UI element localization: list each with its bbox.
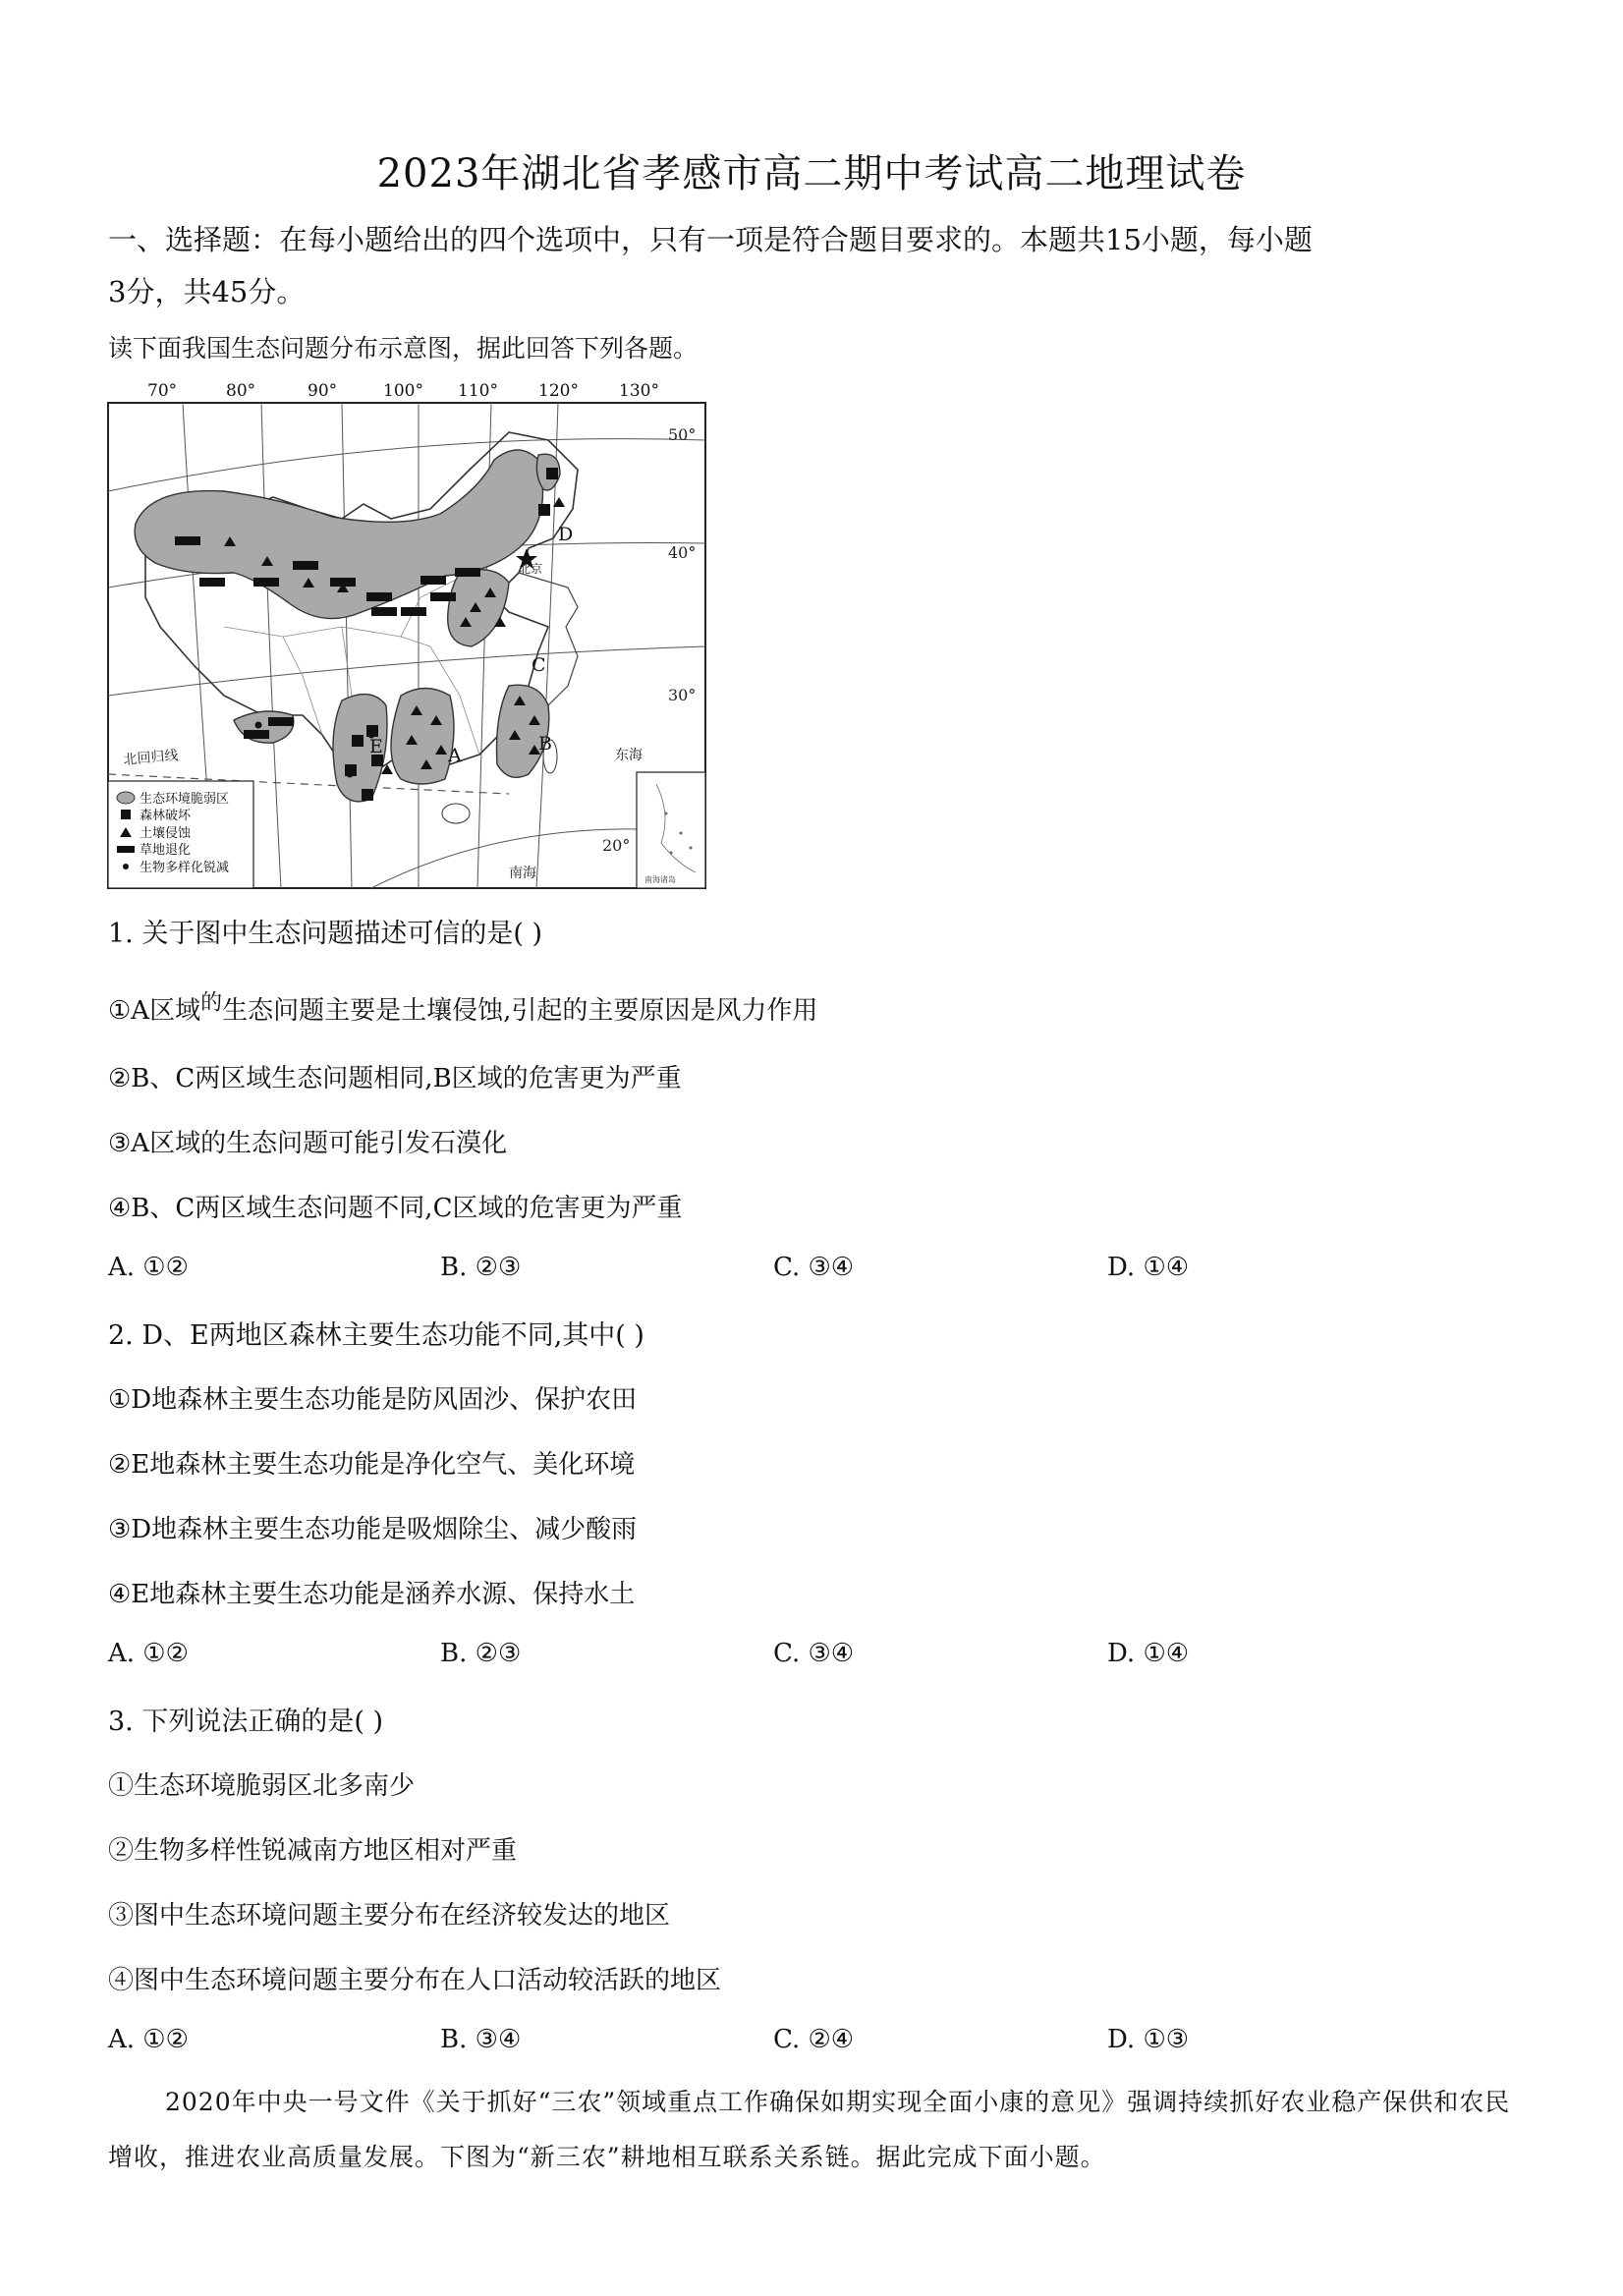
question-2-item-4: ④E地森林主要生态功能是涵养水源、保持水土	[108, 1580, 636, 1609]
lat-label-50: 50°	[668, 425, 697, 444]
region-label-b: B	[538, 733, 552, 755]
question-1-item-3: ③A区域的生态问题可能引发石漠化	[108, 1129, 508, 1158]
question-2-item-3: ③D地森林主要生态功能是吸烟除尘、减少酸雨	[108, 1515, 638, 1544]
donghai-label: 东海	[615, 748, 643, 763]
legend-label-2: 土壤侵蚀	[140, 826, 192, 841]
legend-swatch-dot	[123, 864, 129, 869]
legend-label-1: 森林破坏	[140, 809, 192, 823]
legend-swatch-fragile	[117, 792, 135, 804]
document-title: 2023年湖北省孝感市高二期中考试高二地理试卷	[376, 151, 1247, 196]
question-1-stem: 1. 关于图中生态问题描述可信的是( )	[108, 919, 542, 949]
nanhai-label: 南海	[509, 866, 536, 881]
lon-label-70: 70°	[147, 381, 178, 401]
question-2-choice-c[interactable]: C. ③④	[773, 1639, 855, 1668]
lon-label-90: 90°	[308, 381, 338, 401]
lon-label-100: 100°	[383, 381, 423, 401]
question-1-item-1: ①A区域$^的$生态问题主要是土壤侵蚀,引起的主要原因是风力作用	[108, 990, 818, 1026]
question-1-item-4: ④B、C两区域生态问题不同,C区域的危害更为严重	[108, 1194, 683, 1223]
lon-label-120: 120°	[538, 381, 579, 401]
question-1-choice-a[interactable]: A. ①②	[108, 1253, 189, 1282]
question-2-choice-b[interactable]: B. ②③	[440, 1639, 522, 1668]
question-3-item-2: ②生物多样性锐减南方地区相对严重	[108, 1836, 518, 1866]
question-1-item-2: ②B、C两区域生态问题相同,B区域的危害更为严重	[108, 1064, 682, 1093]
legend-label-3: 草地退化	[140, 843, 192, 858]
lon-label-110: 110°	[458, 381, 498, 401]
region-label-a: A	[448, 745, 462, 766]
closing-paragraph: 2020年中央一号文件《关于抓好“三农”领域重点工作确保如期实现全面小康的意见》强调持续抓好农业稳产保供和农民增收，推进农业高质量发展。下图为“新三农”耕地相互联系关系链。据此完成下面小题。	[108, 2088, 1511, 2171]
section-heading-line1: 一、选择题：在每小题给出的四个选项中，只有一项是符合题目要求的。本题共15小题，每小题	[108, 223, 1313, 256]
question-3-choice-b[interactable]: B. ③④	[440, 2025, 522, 2054]
question-1-choice-b[interactable]: B. ②③	[440, 1253, 522, 1282]
question-1-choice-c[interactable]: C. ③④	[773, 1253, 855, 1282]
question-3-choice-c[interactable]: C. ②④	[773, 2025, 855, 2054]
question-2-item-1: ①D地森林主要生态功能是防风固沙、保护农田	[108, 1385, 638, 1415]
question-1-choice-d[interactable]: D. ①④	[1107, 1253, 1190, 1282]
beijing-label: 北京	[519, 562, 543, 576]
legend-swatch-square	[121, 810, 131, 819]
question-2-choice-a[interactable]: A. ①②	[108, 1639, 189, 1668]
legend-label-0: 生态环境脆弱区	[140, 792, 230, 807]
legend-swatch-bar	[117, 846, 135, 853]
ecology-problem-map	[106, 401, 707, 890]
hainan-island	[442, 804, 470, 823]
region-label-c: C	[532, 654, 546, 676]
question-3-stem: 3. 下列说法正确的是( )	[108, 1707, 383, 1737]
south-china-sea-inset	[637, 772, 705, 888]
region-a-area	[391, 689, 454, 785]
legend-label-4: 生物多样化锐减	[140, 861, 230, 875]
lon-label-130: 130°	[619, 381, 659, 401]
question-2-stem: 2. D、E两地区森林主要生态功能不同,其中( )	[108, 1320, 644, 1351]
question-2-choice-d[interactable]: D. ①④	[1107, 1639, 1190, 1668]
question-2-item-2: ②E地森林主要生态功能是净化空气、美化环境	[108, 1450, 636, 1480]
map-legend	[108, 781, 253, 888]
section-heading-line2: 3分，共45分。	[108, 275, 306, 308]
inset-label: 南海诸岛	[644, 875, 676, 884]
lat-label-30: 30°	[668, 686, 697, 704]
question-3-item-3: ③图中生态环境问题主要分布在经济较发达的地区	[108, 1901, 671, 1931]
region-label-d: D	[558, 524, 574, 545]
tropic-label: 北回归线	[122, 748, 180, 768]
question-3-item-1: ①生态环境脆弱区北多南少	[108, 1771, 416, 1801]
question-3-choice-a[interactable]: A. ①②	[108, 2025, 189, 2054]
map-intro-text: 读下面我国生态问题分布示意图，据此回答下列各题。	[108, 334, 699, 363]
question-3-item-4: ④图中生态环境问题主要分布在人口活动较活跃的地区	[108, 1966, 722, 1995]
lat-label-20: 20°	[602, 836, 631, 855]
lat-label-40: 40°	[668, 543, 697, 562]
question-3-choice-d[interactable]: D. ①③	[1107, 2025, 1190, 2054]
region-label-e: E	[369, 736, 383, 757]
lon-label-80: 80°	[226, 381, 256, 401]
